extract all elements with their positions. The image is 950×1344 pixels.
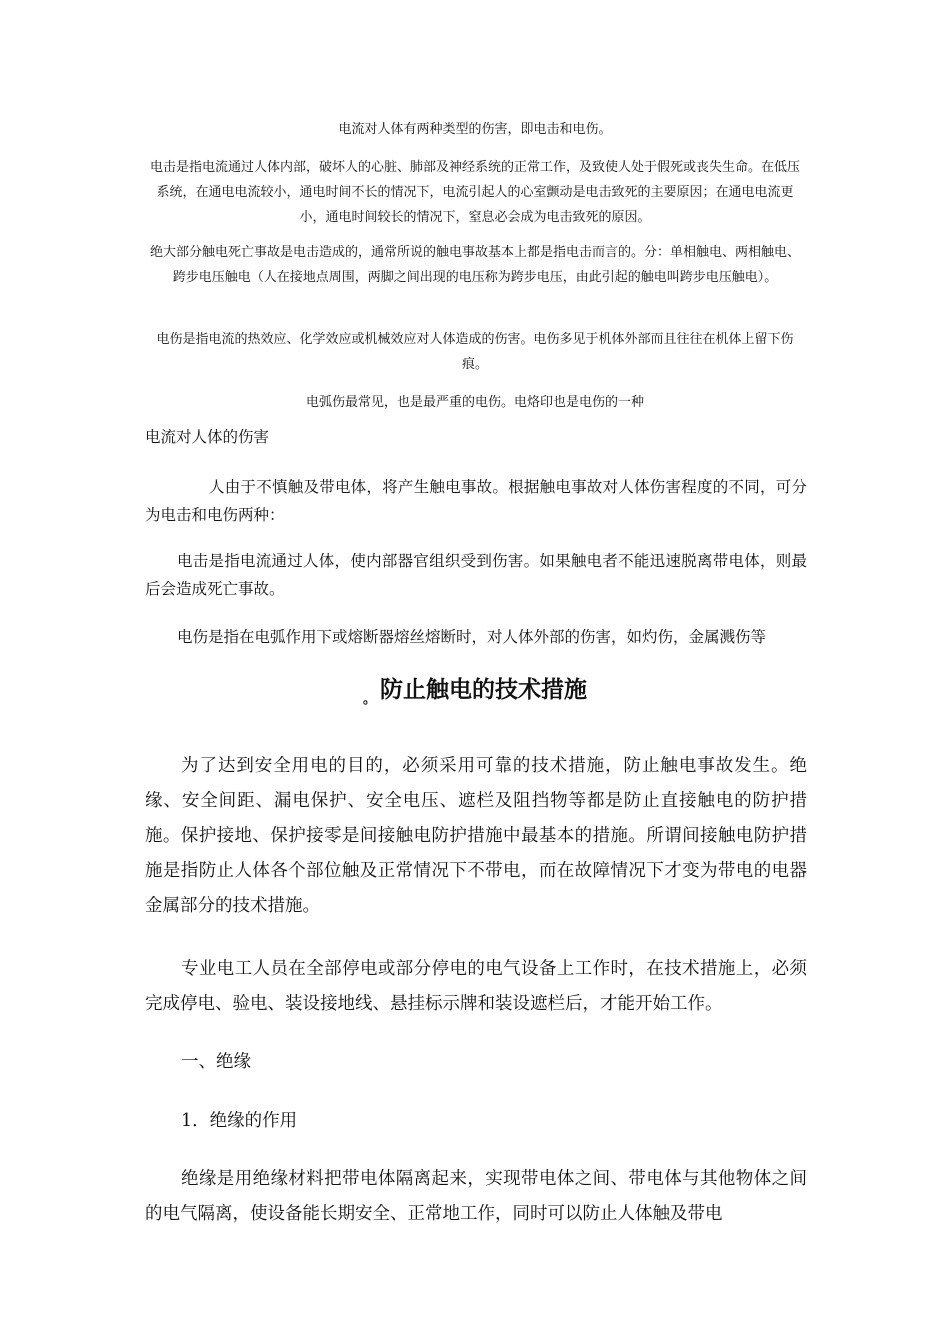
harm-paragraph-1: 人由于不慎触及带电体，将产生触电事故。根据触电事故对人体伤害程度的不同，可分为电击和电伤两种： xyxy=(145,478,807,524)
measures-paragraph-1: 为了达到安全用电的目的，必须采用可靠的技术措施，防止触电事故发生。绝缘、安全间距、漏电保护、安全电压、遮栏及阻挡物等都是防止直接触电的防护措施。保护接地、保护接零是间接触电防护措施中最基本的措施。所谓间接触电防护措施是指防止人体各个部位触及正常情况下不带电，而在故障情况下才变为带电的电器金属部分的技术措施。 xyxy=(145,756,807,916)
heading-text: 防止触电的技术措施 xyxy=(380,676,587,703)
harm-paragraph-3: 电伤是指在电弧作用下或熔断器熔丝熔断时，对人体外部的伤害，如灼伤，金属溅伤等 xyxy=(177,628,767,646)
electric-injury-paragraph: 电伤是指电流的热效应、化学效应或机械效应对人体造成的伤害。电伤多见于机体外部而且往往在机体上留下伤痕。 xyxy=(156,332,794,372)
arc-injury-paragraph: 电弧伤最常见，也是最严重的电伤。电烙印也是电伤的一种 xyxy=(305,395,644,410)
shock-types-paragraph: 绝大部分触电死亡事故是电击造成的，通常所说的触电事故基本上都是指电击而言的。分：单相触电、两相触电、跨步电压触电（人在接地点周围，两脚之间出现的电压称为跨步电压，由此引起的触电叫跨步电压触电）。 xyxy=(149,245,800,285)
intro-line: 电流对人体有两种类型的伤害，即电击和电伤。 xyxy=(338,122,612,137)
heading-mark: 。 xyxy=(362,692,376,707)
page-heading xyxy=(0,672,950,718)
insulation-subheading: 一、绝缘 xyxy=(181,1052,251,1072)
insulation-paragraph: 绝缘是用绝缘材料把带电体隔离起来，实现带电体之间、带电体与其他物体之间的电气隔离，使设备能长期安全、正常地工作，同时可以防止人体触及带电 xyxy=(145,1169,807,1224)
harm-section-title: 电流对人体的伤害 xyxy=(145,428,270,446)
insulation-role-subheading: 1．绝缘的作用 xyxy=(181,1111,298,1131)
harm-paragraph-2: 电击是指电流通过人体，使内部器官组织受到伤害。如果触电者不能迅速脱离带电体，则最后会造成死亡事故。 xyxy=(145,552,807,598)
electric-shock-paragraph: 电击是指电流通过人体内部，破坏人的心脏、肺部及神经系统的正常工作，及致使人处于假死或丧失生命。在低压系统，在通电电流较小，通电时间不长的情况下，电流引起人的心室颤动是电击致死的主要原因；在通电电流更小，通电时间较长的情况下，窒息必会成为电击致死的原因。 xyxy=(149,160,800,225)
measures-paragraph-2: 专业电工人员在全部停电或部分停电的电气设备上工作时，在技术措施上，必须完成停电、验电、装设接地线、悬挂标示牌和装设遮栏后，才能开始工作。 xyxy=(145,959,807,1014)
